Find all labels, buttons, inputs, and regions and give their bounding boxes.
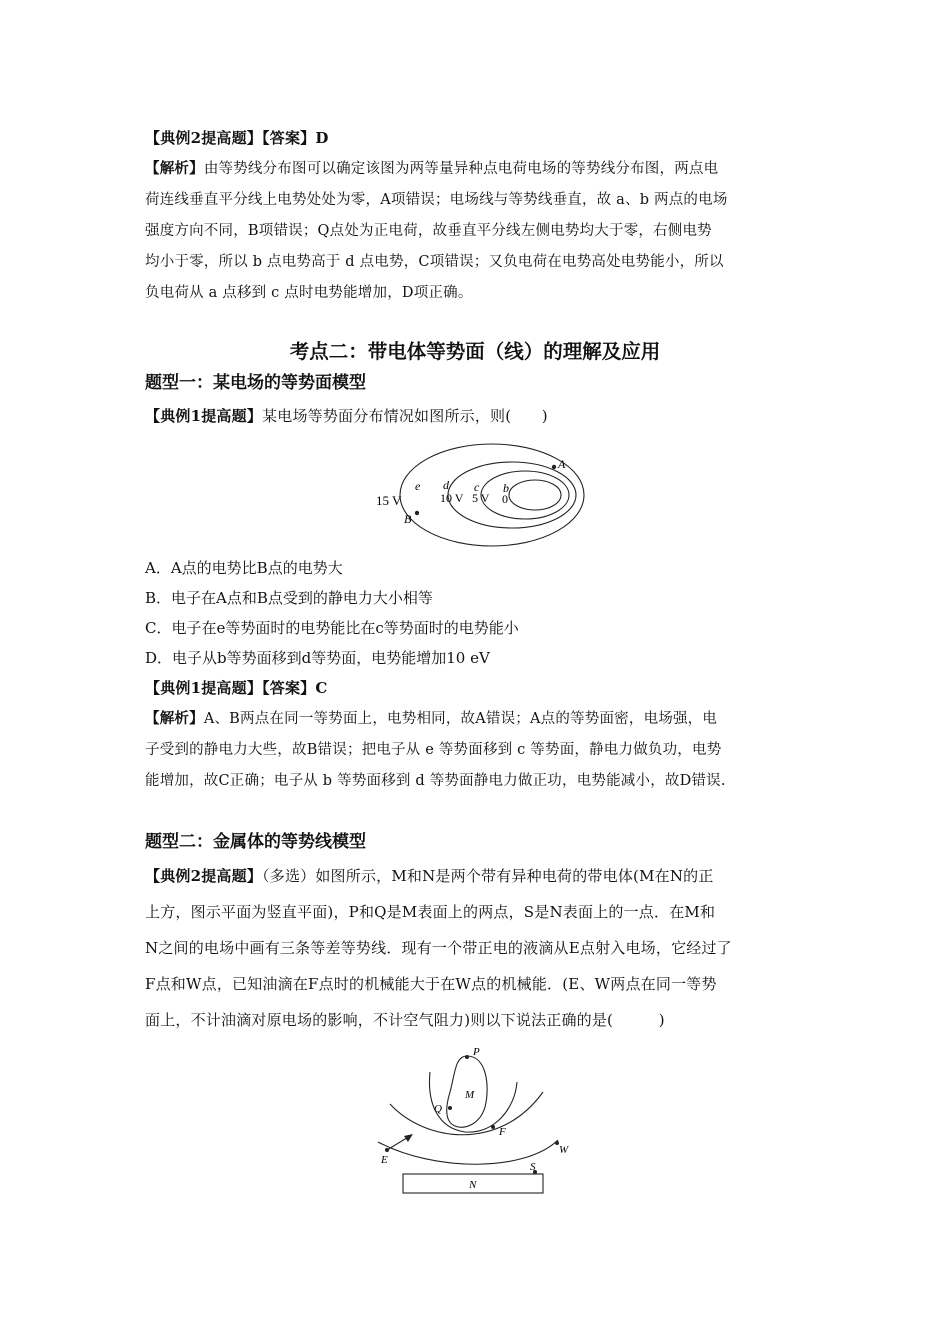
equipotential-figure — [360, 440, 590, 550]
conductor-figure — [375, 1042, 575, 1197]
label-Q: Q — [434, 1103, 442, 1115]
label-A: A — [558, 457, 566, 471]
analysis-label: 【解析】 — [145, 160, 204, 177]
type2-question-line-1: 【典例2提高题】（多选）如图所示，M和N是两个带有异种电荷的带电体(M在N的正 — [145, 867, 714, 885]
equipotential-e — [400, 444, 584, 546]
potential-5v: 5 V — [472, 491, 490, 505]
point-B — [415, 511, 419, 515]
point-A — [552, 465, 556, 469]
type1-question: 【典例1提高题】某电场等势面分布情况如图所示，则( ) — [145, 407, 548, 425]
equipotential-b — [509, 480, 561, 510]
example2-answer-heading: 【典例2提高题】【答案】D — [145, 129, 329, 147]
type2-title: 题型二：金属体的等势线模型 — [145, 832, 366, 852]
potential-10v: 10 V — [440, 491, 464, 505]
point-F — [491, 1125, 495, 1129]
label-c: c — [474, 480, 480, 494]
example2-analysis-line-1: 【解析】由等势线分布图可以确定该图为两等量异种点电荷电场的等势线分布图，两点电 — [145, 160, 719, 177]
type2-question-line-5: 面上，不计油滴对原电场的影响，不计空气阻力)则以下说法正确的是( ) — [145, 1011, 665, 1029]
label-e: e — [415, 479, 421, 493]
potential-15v: 15 V — [376, 493, 402, 508]
potential-0: 0 — [502, 492, 508, 506]
example2-analysis-line-4: 均小于零，所以 b 点电势高于 d 点电势，C项错误；又负电荷在电势高处电势能小，所以 — [145, 254, 724, 270]
section-title: 考点二：带电体等势面（线）的理解及应用 — [289, 340, 661, 363]
type2-question-line-2: 上方，图示平面为竖直平面)，P和Q是M表面上的两点，S是N表面上的一点．在M和 — [145, 903, 716, 921]
type1-analysis-line-1: 【解析】A、B两点在同一等势面上，电势相同，故A错误；A点的等势面密，电场强，电 — [145, 710, 718, 727]
option-c: C．电子在e等势面时的电势能比在c等势面时的电势能小 — [145, 619, 519, 637]
example2-answer-block — [145, 123, 810, 309]
point-P — [465, 1055, 469, 1059]
example2-analysis-line-3: 强度方向不同，B项错误；Q点处为正电荷，故垂直平分线左侧电势均大于零，右侧电势 — [145, 223, 712, 239]
label-P: P — [473, 1046, 480, 1058]
arrow-head — [404, 1134, 413, 1142]
type1-analysis-line-2: 子受到的静电力大些，故B错误；把电子从 e 等势面移到 c 等势面，静电力做负功，电势 — [145, 742, 722, 758]
type1-title: 题型一：某电场的等势面模型 — [145, 373, 366, 393]
point-E — [385, 1148, 389, 1152]
option-d: D．电子从b等势面移到d等势面，电势能增加10 eV — [145, 649, 490, 667]
label-W: W — [559, 1144, 569, 1156]
type2-question-line-3: N之间的电场中画有三条等差等势线．现有一个带正电的液滴从E点射入电场，它经过了 — [145, 939, 732, 957]
example2-analysis-line-5: 负电荷从 a 点移到 c 点时电势能增加，D项正确。 — [145, 285, 473, 301]
label-B: B — [404, 512, 412, 526]
type1-options — [145, 553, 810, 797]
type1-block — [145, 368, 810, 431]
type1-analysis-line-3: 能增加，故C正确；电子从 b 等势面移到 d 等势面静电力做正功，电势能减小，故D错误. — [145, 773, 726, 789]
label-F: F — [499, 1126, 506, 1138]
label-N: N — [469, 1179, 477, 1191]
type2-question-line-4: F点和W点，已知油滴在F点时的机械能大于在W点的机械能．(E、W两点在同一等势 — [145, 975, 717, 993]
label-d: d — [443, 478, 449, 492]
option-b: B．电子在A点和B点受到的静电力大小相等 — [145, 589, 433, 607]
example2-analysis-line-2: 荷连线垂直平分线上电势处处为零，A项错误；电场线与等势线垂直，故 a、b 两点的电场 — [145, 192, 728, 208]
label-M: M — [465, 1089, 475, 1101]
label-b: b — [503, 481, 509, 495]
label-S: S — [530, 1161, 536, 1173]
option-a: A．A点的电势比B点的电势大 — [145, 559, 343, 577]
equipotential-c — [481, 471, 569, 519]
label-E: E — [381, 1154, 388, 1166]
type1-answer-heading: 【典例1提高题】【答案】C — [145, 679, 328, 697]
analysis-label: 【解析】 — [145, 710, 204, 727]
point-Q — [448, 1106, 452, 1110]
type2-block — [145, 827, 810, 1038]
